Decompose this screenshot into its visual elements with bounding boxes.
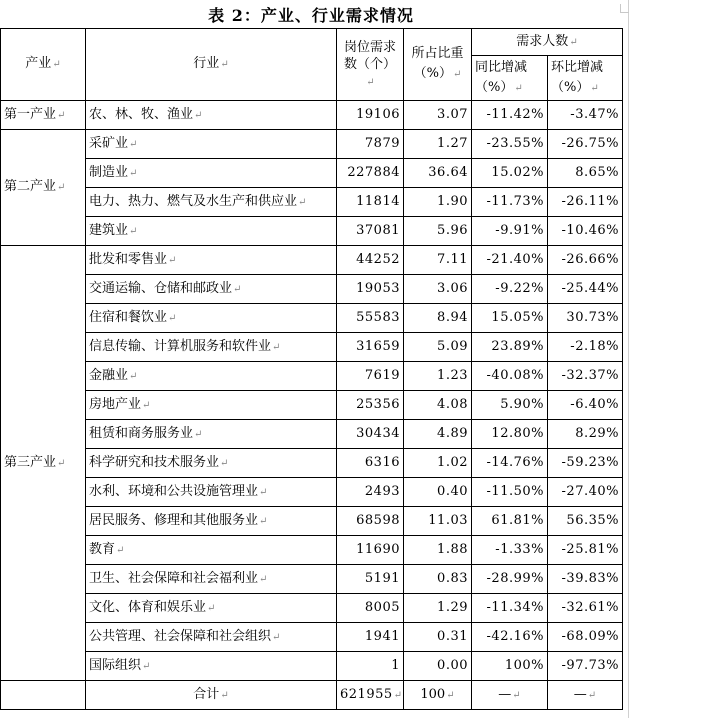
job-demand-cell: 7619 [337,362,404,391]
yoy-cell: 15.05% [472,304,548,333]
yoy-cell: -21.40% [472,246,548,275]
industry-cell: 交通运输、仓储和邮政业↵ [86,275,337,304]
industry-cell: 住宿和餐饮业↵ [86,304,337,333]
job-demand-cell: 7879 [337,130,404,159]
yoy-cell: 23.89% [472,333,548,362]
table-row [1,594,623,623]
share-cell: 8.94 [404,304,472,333]
yoy-cell: -11.34% [472,594,548,623]
share-cell: 3.07 [404,101,472,130]
total-jobs-cell: 621955↵ [337,681,404,710]
table-row [1,188,623,217]
job-demand-cell: 2493 [337,478,404,507]
industry-cell: 教育↵ [86,536,337,565]
share-cell: 1.23 [404,362,472,391]
table-row [1,130,623,159]
table-title: 表 2：产业、行业需求情况 [208,6,414,25]
total-row [1,681,623,710]
share-cell: 36.64 [404,159,472,188]
job-demand-cell: 31659 [337,333,404,362]
industry-demand-table [0,28,623,710]
yoy-cell: -9.22% [472,275,548,304]
job-demand-cell: 227884 [337,159,404,188]
share-cell: 4.89 [404,420,472,449]
yoy-cell: -11.50% [472,478,548,507]
industry-cell: 农、林、牧、渔业↵ [86,101,337,130]
job-demand-cell: 44252 [337,246,404,275]
share-cell: 1.29 [404,594,472,623]
industry-cell: 信息传输、计算机服务和软件业↵ [86,333,337,362]
job-demand-cell: 5191 [337,565,404,594]
share-cell: 3.06 [404,275,472,304]
mom-cell: -39.83% [548,565,623,594]
sector-cell: 第二产业↵ [1,130,86,246]
yoy-cell: -9.91% [472,217,548,246]
table-row [1,449,623,478]
job-demand-cell: 19053 [337,275,404,304]
industry-cell: 金融业↵ [86,362,337,391]
table-row [1,623,623,652]
total-blank-cell [1,681,86,710]
table-row [1,362,623,391]
job-demand-cell: 37081 [337,217,404,246]
mom-cell: -27.40% [548,478,623,507]
mom-cell: -6.40% [548,391,623,420]
yoy-cell: -14.76% [472,449,548,478]
sector-cell: 第三产业↵ [1,246,86,681]
mom-cell: -2.18% [548,333,623,362]
table-row [1,217,623,246]
mom-cell: -25.44% [548,275,623,304]
mom-cell: -32.37% [548,362,623,391]
industry-cell: 水利、环境和公共设施管理业↵ [86,478,337,507]
job-demand-cell: 11690 [337,536,404,565]
share-cell: 1.88 [404,536,472,565]
job-demand-cell: 68598 [337,507,404,536]
mom-cell: 8.29% [548,420,623,449]
job-demand-cell: 19106 [337,101,404,130]
table-row [1,101,623,130]
industry-cell: 制造业↵ [86,159,337,188]
industry-cell: 电力、热力、燃气及水生产和供应业↵ [86,188,337,217]
share-cell: 1.27 [404,130,472,159]
table-row [1,333,623,362]
yoy-cell: -1.33% [472,536,548,565]
share-cell: 0.31 [404,623,472,652]
yoy-cell: -23.55% [472,130,548,159]
job-demand-cell: 55583 [337,304,404,333]
header-yoy: 同比增减（%）↵ [472,56,548,101]
industry-cell: 批发和零售业↵ [86,246,337,275]
table-row [1,159,623,188]
industry-cell: 文化、体育和娱乐业↵ [86,594,337,623]
yoy-cell: -11.42% [472,101,548,130]
job-demand-cell: 11814 [337,188,404,217]
yoy-cell: -11.73% [472,188,548,217]
industry-cell: 采矿业↵ [86,130,337,159]
mom-cell: -26.11% [548,188,623,217]
mom-cell: -59.23% [548,449,623,478]
share-cell: 11.03 [404,507,472,536]
yoy-cell: -28.99% [472,565,548,594]
job-demand-cell: 1941 [337,623,404,652]
job-demand-cell: 25356 [337,391,404,420]
yoy-cell: -42.16% [472,623,548,652]
table-row [1,391,623,420]
table-row [1,507,623,536]
mom-cell: -97.73% [548,652,623,681]
industry-cell: 公共管理、社会保障和社会组织↵ [86,623,337,652]
yoy-cell: 100% [472,652,548,681]
job-demand-cell: 1 [337,652,404,681]
share-cell: 1.02 [404,449,472,478]
total-mom-cell: —↵ [548,681,623,710]
yoy-cell: 15.02% [472,159,548,188]
industry-cell: 卫生、社会保障和社会福利业↵ [86,565,337,594]
mom-cell: 56.35% [548,507,623,536]
table-row [1,478,623,507]
industry-cell: 建筑业↵ [86,217,337,246]
mom-cell: 8.65% [548,159,623,188]
table-row [1,420,623,449]
share-cell: 5.96 [404,217,472,246]
yoy-cell: -40.08% [472,362,548,391]
page-margin-line [628,0,629,718]
sector-cell: 第一产业↵ [1,101,86,130]
job-demand-cell: 6316 [337,449,404,478]
share-cell: 7.11 [404,246,472,275]
header-job-demand: 岗位需求数（个）↵ [337,29,404,101]
share-cell: 0.40 [404,478,472,507]
yoy-cell: 12.80% [472,420,548,449]
industry-cell: 居民服务、修理和其他服务业↵ [86,507,337,536]
mom-cell: -26.66% [548,246,623,275]
mom-cell: -10.46% [548,217,623,246]
mom-cell: -3.47% [548,101,623,130]
total-yoy-cell: —↵ [472,681,548,710]
header-demand-people: 需求人数↵ [472,29,623,56]
share-cell: 1.90 [404,188,472,217]
yoy-cell: 61.81% [472,507,548,536]
table-row [1,275,623,304]
industry-cell: 租赁和商务服务业↵ [86,420,337,449]
mom-cell: 30.73% [548,304,623,333]
share-cell: 4.08 [404,391,472,420]
mom-cell: -68.09% [548,623,623,652]
table-body [1,101,623,710]
job-demand-cell: 30434 [337,420,404,449]
mom-cell: -26.75% [548,130,623,159]
mom-cell: -25.81% [548,536,623,565]
table-row [1,246,623,275]
table-row [1,652,623,681]
industry-cell: 房地产业↵ [86,391,337,420]
share-cell: 0.00 [404,652,472,681]
header-share: 所占比重（%）↵ [404,29,472,101]
table-row [1,565,623,594]
yoy-cell: 5.90% [472,391,548,420]
table-row [1,304,623,333]
header-sector: 产业↵ [1,29,86,101]
mom-cell: -32.61% [548,594,623,623]
industry-cell: 科学研究和技术服务业↵ [86,449,337,478]
share-cell: 5.09 [404,333,472,362]
industry-cell: 国际组织↵ [86,652,337,681]
header-industry: 行业↵ [86,29,337,101]
table-row [1,536,623,565]
share-cell: 0.83 [404,565,472,594]
total-share-cell: 100↵ [404,681,472,710]
header-mom: 环比增减（%）↵ [548,56,623,101]
total-label-cell: 合计↵ [86,681,337,710]
job-demand-cell: 8005 [337,594,404,623]
